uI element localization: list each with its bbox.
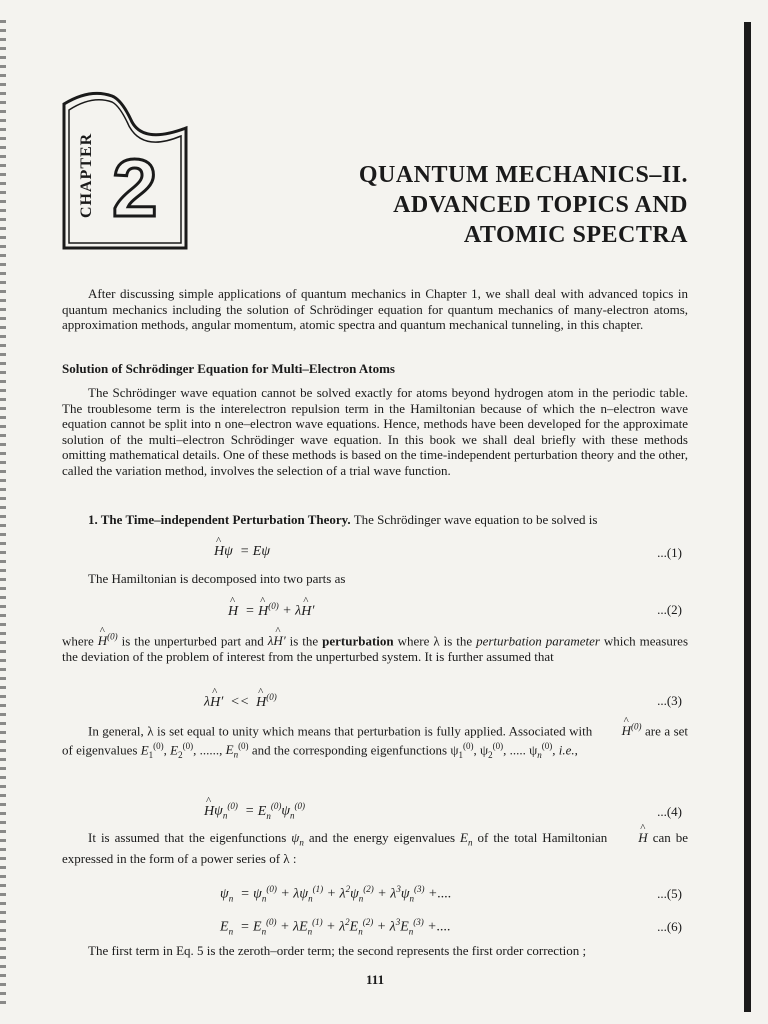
equation-1: ^ Hψ = Eψ — [214, 544, 270, 560]
paragraph-text: which measures the deviation of the problem of interest from the unperturbed system. It is further assumed that — [62, 633, 689, 664]
chapter-number: 2 — [112, 143, 158, 234]
paragraph-text: and the energy eigenvalues — [308, 830, 456, 845]
equation-2: ^ H = ^ $H^{(0)}$ + λ^ H′ — [228, 601, 314, 620]
paragraph-text: It is assumed that the eigenfunctions — [88, 830, 287, 845]
paragraph-text: of the total Hamiltonian — [477, 830, 608, 845]
paragraph-text: perturbation parameter — [476, 633, 600, 649]
chapter-title-line: ADVANCED TOPICS AND — [393, 192, 688, 218]
paragraph-text: In general, λ is set equal to unity which means that perturbation is fully applied. Associated with — [88, 723, 593, 739]
equation-number: ...(4) — [657, 804, 682, 819]
general-paragraph: In general, λ is set equal to unity which means that perturbation is fully applied. Associated with ^ $H^{(0)}$ are a set of eigenvalues $E_1^{(0)}$, $E_2^{(0)}$, ......, $E_n^{(0)}$ and the corresponding eigenfunctions $\psi_1^{(0)}$, $\psi_2^{(0)}$, ..... $\psi_n^{(0)}$, i.e., — [62, 720, 688, 763]
section-paragraph: The Schrödinger wave equation cannot be solved exactly for atoms beyond hydrogen atom in the periodic table. The troublesome term is the interelectron repulsion term in the Hamiltonian because of which the n–electron wave equation cannot be split into n one–electron wave equations. Hence, methods have been developed for the approximate solution of the multi–electron Schrödinger wave equation. In this book we shall deal briefly with these methods omitting mathematical details. One of these methods is based on the time-independent perturbation theory and the other, called the variation method, involves the selection of a trial wave function. — [62, 385, 688, 478]
paragraph-text: are a set of eigenvalues — [62, 723, 689, 758]
decomposed-text: The Hamiltonian is decomposed into two parts as — [88, 571, 346, 586]
equation-4: ^ $H\psi_n^{(0)} = E_n^{(0)}\psi_n^{(0)}$ — [204, 801, 305, 820]
chapter-title-line: QUANTUM MECHANICS–II. — [358, 162, 688, 188]
right-margin-rule — [744, 22, 751, 1012]
equation-number: ...(6) — [657, 919, 682, 934]
intro-paragraph: After discussing simple applications of quantum mechanics in Chapter 1, we shall deal with advanced topics in quantum mechanics including the solution of Schrödinger equation for quantum mechanics of many-electron atoms, approximation methods, angular momentum, atomic spectra and quantum mechanical tunneling, in this chapter. — [62, 286, 688, 332]
first-term-text: The first term in Eq. 5 is the zeroth–order term; the second represents the first order correction ; — [88, 943, 587, 958]
paragraph-text: The Schrödinger wave equation to be solved is — [353, 512, 598, 527]
perturbation-paragraph — [62, 512, 688, 528]
paragraph-text: where λ is the — [397, 633, 473, 649]
paragraph-text: is the — [289, 633, 319, 649]
equation-number: ...(5) — [657, 886, 682, 901]
assumed-paragraph: It is assumed that the eigenfunctions $\psi_n$ and the energy eigenvalues $E_n$ of the total Hamiltonian ^ H can be expressed in the form of a power series of λ : — [62, 830, 688, 867]
page-number: 111 — [366, 972, 385, 987]
paragraph-text: can be expressed in the form of a power series of λ : — [62, 830, 688, 867]
paragraph-text: i.e., — [558, 742, 578, 758]
equation-number: ...(2) — [657, 602, 682, 617]
scan-edge — [0, 20, 6, 1010]
subsection-heading: 1. The Time–independent Perturbation Theory. — [88, 512, 351, 527]
equation-number: ...(1) — [657, 545, 682, 560]
paragraph-text: perturbation — [322, 633, 394, 649]
chapter-title — [359, 160, 688, 250]
chapter-title-line: ATOMIC SPECTRA — [463, 222, 688, 248]
equation-5: $\psi_n = \psi_n^{(0)} + \lambda\psi_n^{(1)} + \lambda^2\psi_n^{(2)} + \lambda^3\psi_n^{(3)}$ +.... — [220, 884, 452, 904]
equation-3: λ^ H′ << ^ $H^{(0)}$ — [204, 692, 277, 711]
paragraph-text: and the corresponding eigenfunctions — [251, 742, 448, 758]
chapter-label: CHAPTER — [78, 132, 95, 218]
equation-number: ...(3) — [657, 693, 682, 708]
where-paragraph: where ^ $H^{(0)}$ is the unperturbed part and λ^ H′ is the perturbation where λ is the perturbation parameter which measures the deviation of the problem of interest from the unperturbed system. It is further assumed that — [62, 630, 688, 664]
paragraph-text: is the unperturbed part and — [121, 633, 264, 649]
equation-6: $E_n = E_n^{(0)} + \lambda E_n^{(1)} + \lambda^2E_n^{(2)} + \lambda^3E_n^{(3)}$ +.... — [220, 917, 451, 937]
paragraph-text: where — [62, 633, 94, 649]
section-heading: Solution of Schrödinger Equation for Multi–Electron Atoms — [62, 361, 395, 376]
